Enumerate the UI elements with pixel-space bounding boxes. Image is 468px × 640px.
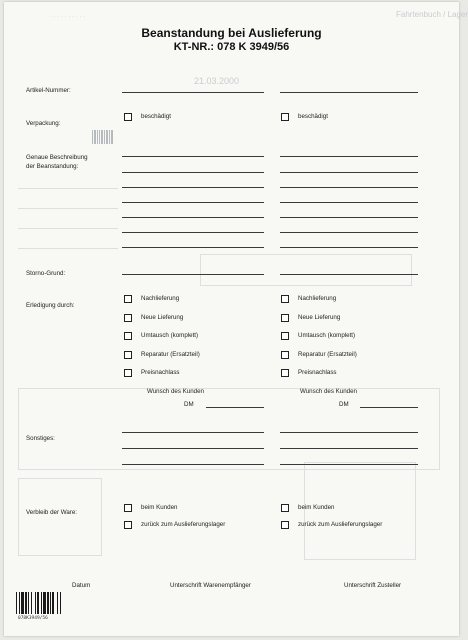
ghost-line	[18, 248, 118, 249]
other-line-right[interactable]	[280, 464, 418, 465]
at-customer-checkbox-left[interactable]	[124, 504, 132, 512]
back-to-warehouse-label-left: zurück zum Auslieferungslager	[141, 521, 226, 528]
at-customer-checkbox-right[interactable]	[281, 504, 289, 512]
side-barcode-icon	[92, 130, 114, 144]
complaint-form-sheet	[4, 2, 468, 636]
description-line-right[interactable]	[280, 172, 418, 173]
barcode-number: 078K3949/56	[18, 616, 48, 621]
damaged-checkbox-left[interactable]	[124, 113, 132, 121]
label-whereabouts: Verbleib der Ware:	[26, 509, 78, 516]
ghost-show-through-text: Fahrtenbuch / Lager	[396, 10, 468, 19]
description-line-left[interactable]	[122, 187, 264, 188]
other-line-right[interactable]	[280, 448, 418, 449]
ghost-box	[200, 254, 412, 286]
repair-label-right: Reparatur (Ersatzteil)	[298, 351, 357, 358]
at-customer-label-right: beim Kunden	[298, 504, 335, 511]
new-delivery-checkbox-right[interactable]	[281, 314, 289, 322]
label-description-line2: der Beanstandung:	[26, 163, 79, 170]
ghost-show-through-text: 21.03.2000	[194, 76, 240, 86]
new-delivery-checkbox-left[interactable]	[124, 314, 132, 322]
ghost-line	[18, 228, 118, 229]
redelivery-label-left: Nachlieferung	[141, 295, 180, 302]
ghost-line	[18, 208, 118, 209]
label-handled-by: Erledigung durch:	[26, 302, 75, 309]
other-line-left[interactable]	[122, 448, 264, 449]
repair-label-left: Reparatur (Ersatzteil)	[141, 351, 200, 358]
new-delivery-label-left: Neue Lieferung	[141, 314, 184, 321]
article-number-field-left[interactable]	[122, 92, 264, 93]
description-line-right[interactable]	[280, 187, 418, 188]
currency-label-right: DM	[339, 401, 349, 408]
label-cancellation-reason: Storno-Grund:	[26, 270, 66, 277]
customer-wish-label-right: Wunsch des Kunden	[300, 388, 357, 395]
label-article-number: Artikel-Nummer:	[26, 87, 71, 94]
discount-label-left: Preisnachlass	[141, 369, 180, 376]
description-line-left[interactable]	[122, 217, 264, 218]
exchange-label-left: Umtausch (komplett)	[141, 332, 199, 339]
redelivery-checkbox-left[interactable]	[124, 295, 132, 303]
back-to-warehouse-checkbox-right[interactable]	[281, 521, 289, 529]
description-line-left[interactable]	[122, 156, 264, 157]
description-line-left[interactable]	[122, 232, 264, 233]
description-line-left[interactable]	[122, 247, 264, 248]
repair-checkbox-right[interactable]	[281, 351, 289, 359]
article-number-field-right[interactable]	[280, 92, 418, 93]
currency-label-left: DM	[184, 401, 194, 408]
at-customer-label-left: beim Kunden	[141, 504, 178, 511]
barcode-icon	[16, 592, 80, 614]
ghost-box	[18, 478, 102, 556]
discount-checkbox-left[interactable]	[124, 369, 132, 377]
cancellation-field-left[interactable]	[122, 274, 264, 275]
exchange-label-right: Umtausch (komplett)	[298, 332, 356, 339]
form-title: Beanstandung bei Auslieferung	[141, 26, 322, 40]
damaged-label-right: beschädigt	[298, 113, 328, 120]
discount-checkbox-right[interactable]	[281, 369, 289, 377]
receiver-signature-label: Unterschrift Warenempfänger	[170, 582, 251, 589]
back-to-warehouse-checkbox-left[interactable]	[124, 521, 132, 529]
customer-wish-label-left: Wunsch des Kunden	[147, 388, 204, 395]
label-packaging: Verpackung:	[26, 120, 61, 127]
damaged-label-left: beschädigt	[141, 113, 171, 120]
ghost-box	[18, 388, 440, 470]
deliverer-signature-label: Unterschrift Zusteller	[344, 582, 402, 589]
damaged-checkbox-right[interactable]	[281, 113, 289, 121]
ghost-line	[18, 188, 118, 189]
discount-label-right: Preisnachlass	[298, 369, 337, 376]
new-delivery-label-right: Neue Lieferung	[298, 314, 341, 321]
description-line-right[interactable]	[280, 217, 418, 218]
description-line-right[interactable]	[280, 202, 418, 203]
redelivery-label-right: Nachlieferung	[298, 295, 337, 302]
description-line-right[interactable]	[280, 232, 418, 233]
exchange-checkbox-left[interactable]	[124, 332, 132, 340]
label-other: Sonstiges:	[26, 435, 55, 442]
other-line-right[interactable]	[280, 432, 418, 433]
description-line-left[interactable]	[122, 172, 264, 173]
repair-checkbox-left[interactable]	[124, 351, 132, 359]
label-description-line1: Genaue Beschreibung	[26, 154, 88, 161]
other-line-left[interactable]	[122, 464, 264, 465]
exchange-checkbox-right[interactable]	[281, 332, 289, 340]
back-to-warehouse-label-right: zurück zum Auslieferungslager	[298, 521, 383, 528]
description-line-right[interactable]	[280, 156, 418, 157]
date-signature-label: Datum	[72, 582, 91, 589]
redelivery-checkbox-right[interactable]	[281, 295, 289, 303]
cancellation-field-right[interactable]	[280, 274, 418, 275]
ghost-show-through-text: · · · · · · · · · ·	[50, 14, 85, 20]
description-line-right[interactable]	[280, 247, 418, 248]
document-number: KT-NR.: 078 K 3949/56	[173, 41, 290, 53]
amount-field-right[interactable]	[360, 407, 418, 408]
description-line-left[interactable]	[122, 202, 264, 203]
amount-field-left[interactable]	[206, 407, 264, 408]
other-line-left[interactable]	[122, 432, 264, 433]
